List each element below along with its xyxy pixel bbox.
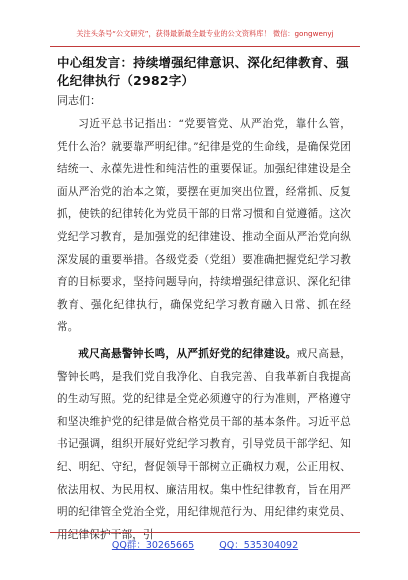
paragraph-section-2 xyxy=(57,343,351,546)
footer-bar xyxy=(50,532,360,557)
greeting: 同志们： xyxy=(57,94,101,107)
document-title: 中心组发言：持续增强纪律意识、深化纪律教育、强化纪律执行（2982字） xyxy=(57,55,349,88)
header-banner-text: 关注头条号“公文研究”，获得最新最全最专业的公文资料库！ 微信：gongwenyj xyxy=(76,29,334,38)
section-2-lead: 戒尺高悬警钟长鸣，从严抓好党的纪律建设。 xyxy=(78,347,297,360)
footer-qq-group[interactable]: QQ群：30265665 xyxy=(111,540,195,551)
header-banner xyxy=(50,20,360,47)
footer-qq-contact[interactable]: QQ：535304092 xyxy=(219,540,299,551)
paragraph-intro: 习近平总书记指出：“党要管党、从严治党，靠什么管，凭什么治？就要靠严明纪律。”纪律是党的生命线，是确保党团结统一、永葆先进性和纯洁性的重要保证。加强纪律建设是全面从严治党的治本之策，要摆在更加突出位置，经常抓、反复抓，使铁的纪律转化为党员干部的日常习惯和自觉遵循。这次党纪学习教育，是加强党的纪律建设、推动全面从严治党向纵深发展的重要举措。各级党委（党组）要准确把握党纪学习教育的目标要求，坚持问题导向，持续增强纪律意识、深化纪律教育、强化纪律执行，确保党纪学习教育融入日常、抓在经常。 xyxy=(57,118,351,334)
section-2-body: 戒尺高悬，警钟长鸣，是我们党自我净化、自我完善、自我革新自我提高的生动写照。党的纪律是全党必须遵守的行为准则，严格遵守和坚决维护党的纪律是做合格党员干部的基本条件。习近平总书记强调，组织开展好党纪学习教育，引导党员干部学纪、知纪、明纪、守纪，督促领导干部树立正确权力观，公正用权、依法用权、为民用权、廉洁用权。集中性纪律教育，旨在用严明的纪律管全党治全党，用纪律规范行为、用纪律约束党员、用纪律保护干部，引 xyxy=(57,347,351,541)
document-body xyxy=(57,54,351,546)
